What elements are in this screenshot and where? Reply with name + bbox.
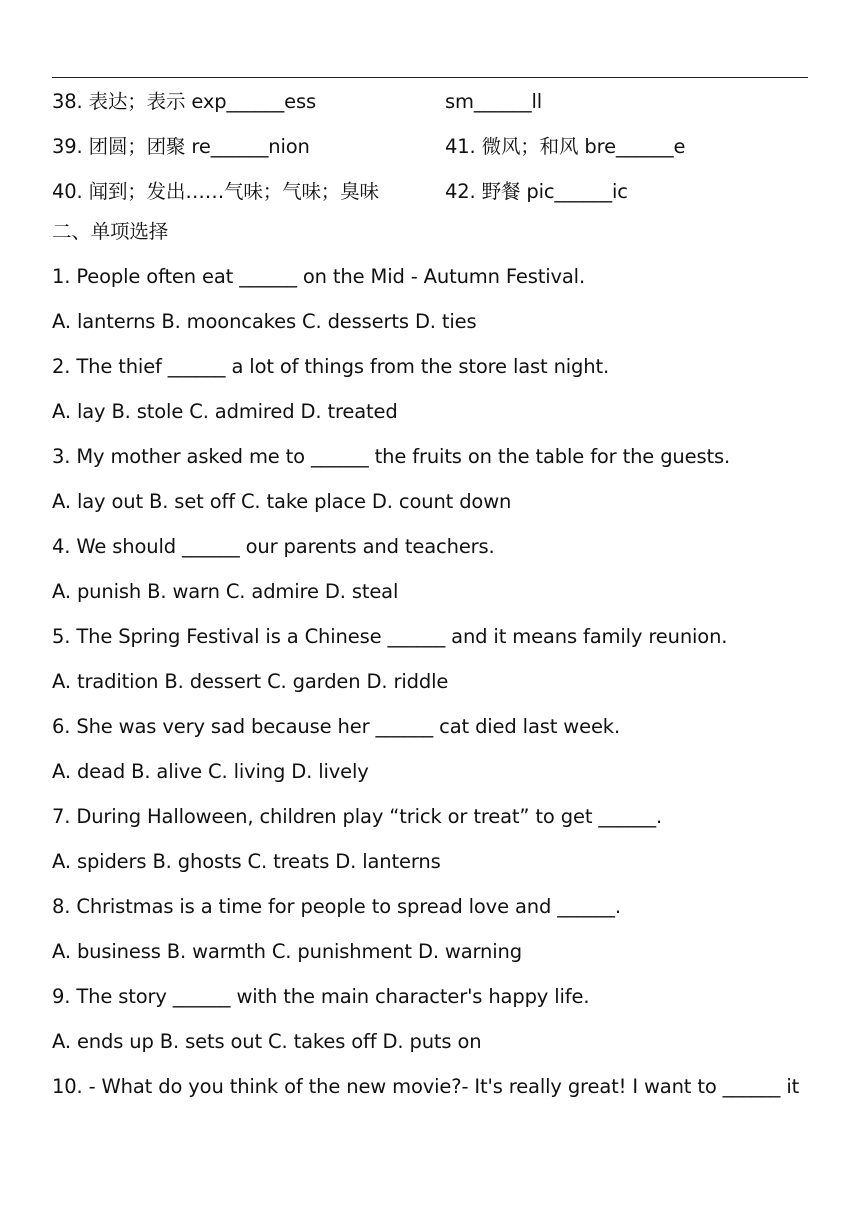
question-options: A. spiders B. ghosts C. treats D. lanterns xyxy=(52,850,441,873)
question-stem: 1. People often eat ______ on the Mid - Autumn Festival. xyxy=(52,265,586,288)
question-stem: 3. My mother asked me to ______ the fruits on the table for the guests. xyxy=(52,445,731,468)
question-stem: 9. The story ______ with the main character's happy life. xyxy=(52,985,590,1008)
question-options: A. lay out B. set off C. take place D. count down xyxy=(52,490,512,513)
vocab-row-right: 42. 野餐 pic______ic xyxy=(445,180,628,203)
question-options: A. tradition B. dessert C. garden D. riddle xyxy=(52,670,449,693)
question-options: A. business B. warmth C. punishment D. warning xyxy=(52,940,522,963)
question-stem: 4. We should ______ our parents and teachers. xyxy=(52,535,495,558)
question-options: A. dead B. alive C. living D. lively xyxy=(52,760,369,783)
question-stem: 6. She was very sad because her ______ cat died last week. xyxy=(52,715,620,738)
vocab-row-left: 38. 表达；表示 exp______ess xyxy=(52,90,316,113)
question-options: A. lay B. stole C. admired D. treated xyxy=(52,400,398,423)
top-divider xyxy=(52,77,808,78)
vocab-row-right: 41. 微风；和风 bre______e xyxy=(445,135,686,158)
vocab-row-left: 40. 闻到；发出……气味；气味；臭味 xyxy=(52,180,379,203)
section-title: 二、单项选择 xyxy=(52,220,169,243)
question-stem: 8. Christmas is a time for people to spread love and ______. xyxy=(52,895,621,918)
question-stem: 7. During Halloween, children play “trick or treat” to get ______. xyxy=(52,805,663,828)
question-stem: 5. The Spring Festival is a Chinese ______ and it means family reunion. xyxy=(52,625,728,648)
question-stem: 10. - What do you think of the new movie?- It's really great! I want to ______ it xyxy=(52,1075,800,1098)
question-options: A. ends up B. sets out C. takes off D. puts on xyxy=(52,1030,482,1053)
vocab-row-left: 39. 团圆；团聚 re______nion xyxy=(52,135,310,158)
question-stem: 2. The thief ______ a lot of things from the store last night. xyxy=(52,355,610,378)
question-options: A. lanterns B. mooncakes C. desserts D. ties xyxy=(52,310,477,333)
question-options: A. punish B. warn C. admire D. steal xyxy=(52,580,399,603)
vocab-row-right: sm______ll xyxy=(445,90,542,113)
